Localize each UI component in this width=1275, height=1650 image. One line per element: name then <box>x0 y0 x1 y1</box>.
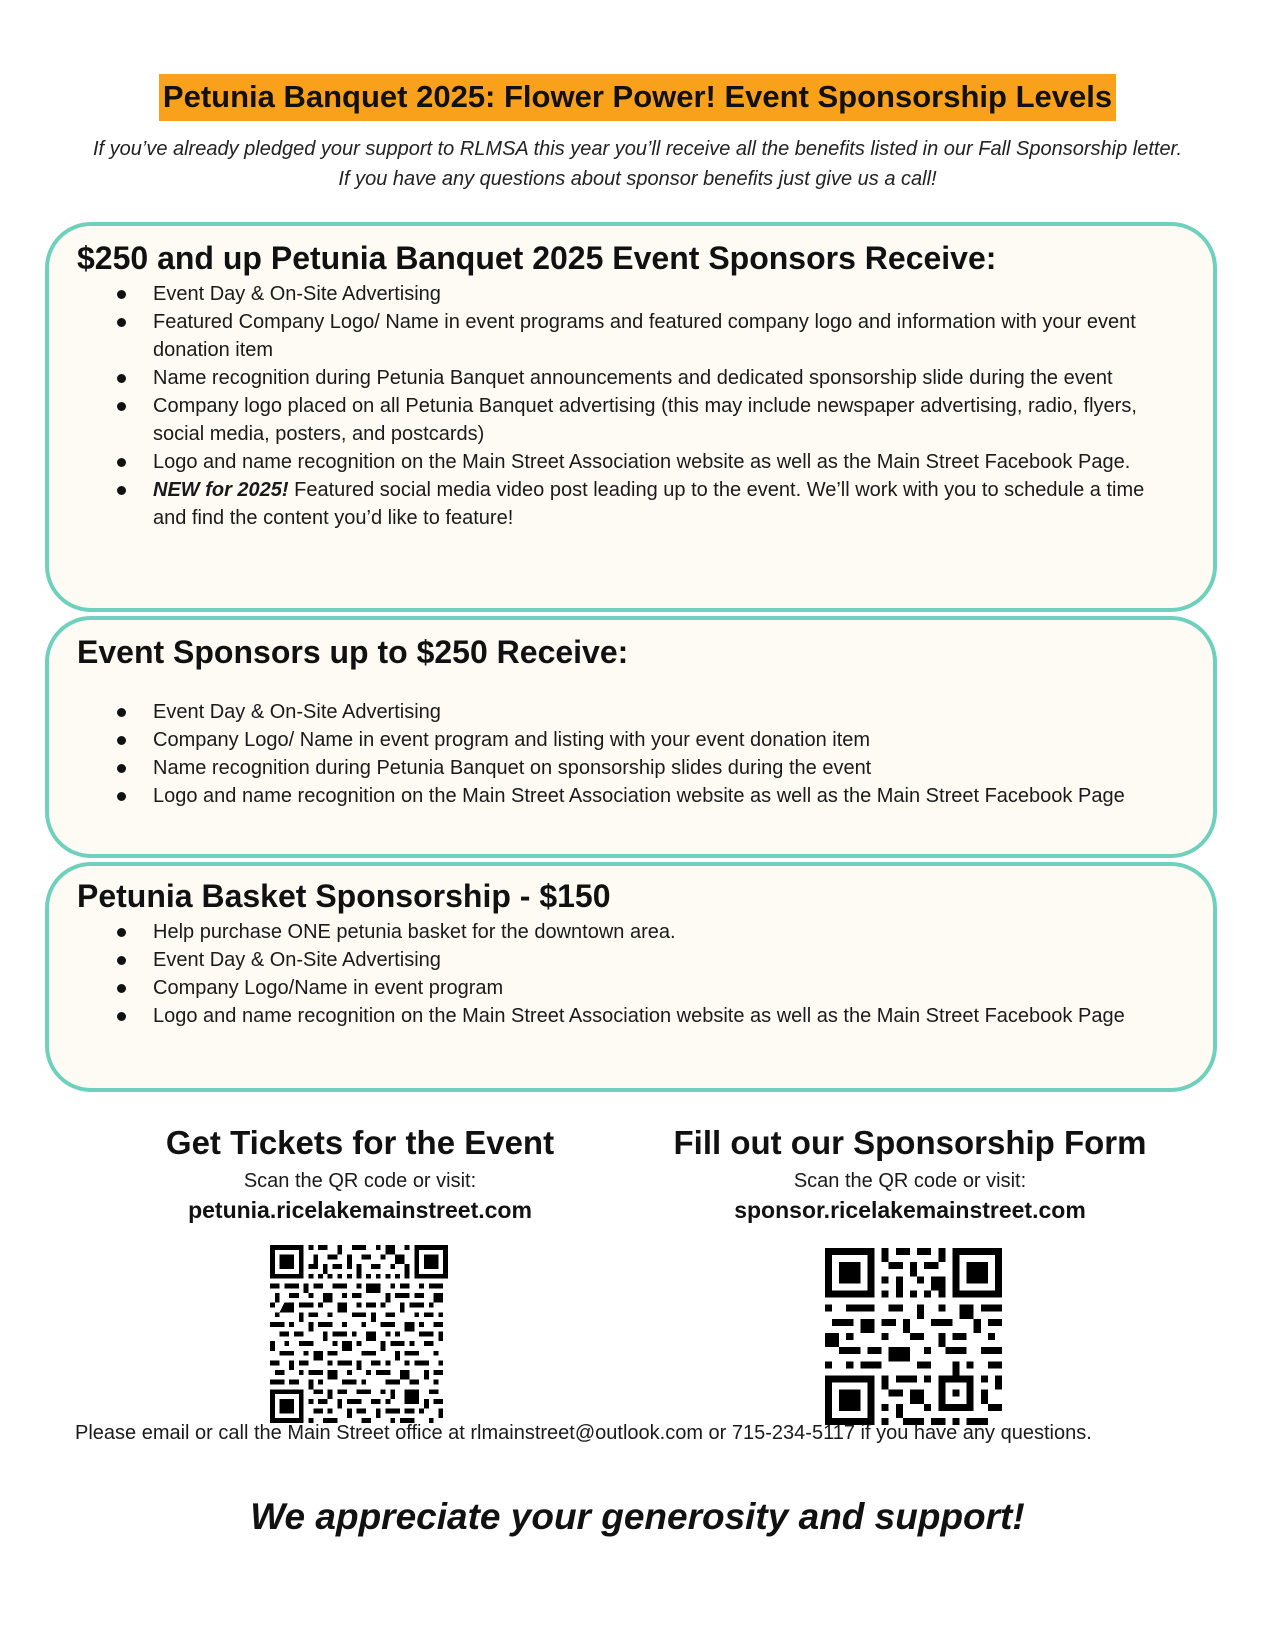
list-item: Help purchase ONE petunia basket for the downtown area. <box>49 918 1179 946</box>
bullet-icon <box>117 458 126 467</box>
list-item: Name recognition during Petunia Banquet on sponsorship slides during the event <box>49 754 1179 782</box>
list-item: Event Day & On-Site Advertising <box>49 280 1179 308</box>
bullet-icon <box>117 956 126 965</box>
bullet-icon <box>117 402 126 411</box>
bullet-icon <box>117 1012 126 1021</box>
tier-box-250-and-up <box>45 222 1217 612</box>
list-item: Logo and name recognition on the Main Street Association website as well as the Main Street Facebook Page. <box>49 448 1179 476</box>
list-item: Company Logo/ Name in event program and listing with your event donation item <box>49 726 1179 754</box>
tickets-heading: Get Tickets for the Event <box>165 1124 555 1161</box>
qr-code-icon <box>270 1245 448 1423</box>
benefit-list <box>49 280 1179 532</box>
list-item: Company Logo/Name in event program <box>49 974 1179 1002</box>
bullet-icon <box>117 764 126 773</box>
bullet-icon <box>117 318 126 327</box>
list-item: Logo and name recognition on the Main Street Association website as well as the Main Street Facebook Page <box>49 1002 1179 1030</box>
tier-heading: Petunia Basket Sponsorship - $150 <box>77 878 611 914</box>
list-item: Event Day & On-Site Advertising <box>49 698 1179 726</box>
benefit-list <box>49 918 1179 1030</box>
thank-you-message: We appreciate your generosity and support! <box>250 1496 1025 1537</box>
list-item: Name recognition during Petunia Banquet announcements and dedicated sponsorship slide during the event <box>49 364 1179 392</box>
list-item: Logo and name recognition on the Main Street Association website as well as the Main Street Facebook Page <box>49 782 1179 810</box>
bullet-icon <box>117 984 126 993</box>
title-banner <box>0 74 1275 121</box>
qr-code-icon <box>825 1248 1002 1425</box>
list-item: NEW for 2025! Featured social media video post leading up to the event. We’ll work with you to schedule a time and find the content you’d like to feature! <box>49 476 1179 532</box>
sponsor-scan-text: Scan the QR code or visit: <box>793 1170 1027 1192</box>
sponsor-qr-code[interactable] <box>825 1248 1002 1425</box>
bullet-icon <box>117 708 126 717</box>
sponsor-cta <box>630 1124 1190 1224</box>
bullet-icon <box>117 736 126 745</box>
list-item: Featured Company Logo/ Name in event programs and featured company logo and information with your event donation item <box>49 308 1179 364</box>
contact-text: Please email or call the Main Street office at rlmainstreet@outlook.com or 715-234-5117 if you have any questions. <box>75 1422 1092 1444</box>
tier-box-basket-150 <box>45 862 1217 1092</box>
tickets-cta <box>140 1124 580 1224</box>
new-badge-text: NEW for 2025! <box>153 479 289 501</box>
list-item: Company logo placed on all Petunia Banquet advertising (this may include newspaper advertising, radio, flyers, social media, posters, and postcards) <box>49 392 1179 448</box>
tickets-url-link[interactable]: petunia.ricelakemainstreet.com <box>188 1197 532 1223</box>
page-title: Petunia Banquet 2025: Flower Power! Event Sponsorship Levels <box>159 74 1116 121</box>
tier-heading: Event Sponsors up to $250 Receive: <box>77 634 629 670</box>
intro-text: If you’ve already pledged your support to RLMSA this year you’ll receive all the benefits listed in our Fall Sponsorship letter. If you have any questions about sponsor benefits just give us a call! <box>92 138 1183 190</box>
tickets-scan-text: Scan the QR code or visit: <box>243 1170 477 1192</box>
tier-box-up-to-250 <box>45 616 1217 858</box>
list-item: Event Day & On-Site Advertising <box>49 946 1179 974</box>
bullet-icon <box>117 374 126 383</box>
bullet-icon <box>117 486 126 495</box>
sponsor-heading: Fill out our Sponsorship Form <box>673 1124 1147 1161</box>
tickets-qr-code[interactable] <box>270 1245 448 1423</box>
bullet-icon <box>117 928 126 937</box>
bullet-icon <box>117 792 126 801</box>
tier-heading: $250 and up Petunia Banquet 2025 Event Sponsors Receive: <box>77 240 997 276</box>
bullet-icon <box>117 290 126 299</box>
sponsor-url-link[interactable]: sponsor.ricelakemainstreet.com <box>734 1197 1086 1223</box>
benefit-list <box>49 698 1179 810</box>
